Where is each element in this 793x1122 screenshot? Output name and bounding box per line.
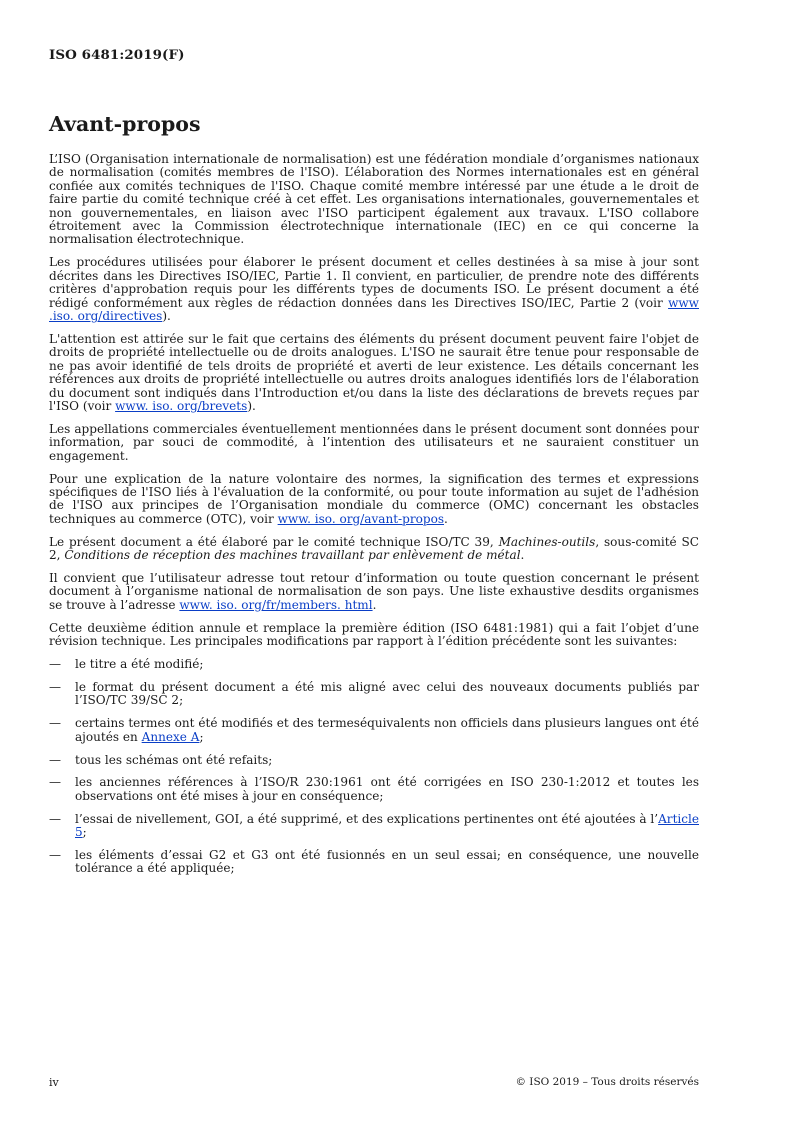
- list-item: — les anciennes références à l’ISO/R 230:1961 ont été corrigées en ISO 230-1:2012 et toutes les observations ont été mises à jour en conséquence;: [49, 775, 699, 803]
- link-annexe-a[interactable]: Annexe A: [141, 729, 200, 744]
- dash-bullet: —: [49, 811, 62, 826]
- changes-list: [49, 658, 699, 876]
- dash-bullet: —: [49, 848, 62, 863]
- link-brevets[interactable]: www. iso. org/brevets: [115, 398, 248, 413]
- page-title: Avant-propos: [49, 112, 201, 136]
- paragraph-committee: Le présent document a été élaboré par le comité technique ISO/TC 39, Machines-outils, sous-comité SC 2, Conditions de réception des machines travaillant par enlèvement de métal.: [49, 534, 699, 563]
- link-article-5[interactable]: Article 5: [75, 811, 699, 840]
- list-item: — le titre a été modifié;: [49, 657, 204, 671]
- list-item: — tous les schémas ont été refaits;: [49, 752, 273, 767]
- foreword-body: [49, 153, 699, 885]
- link-avant-propos[interactable]: www. iso. org/avant-propos: [277, 511, 445, 526]
- list-item: — l’essai de nivellement, GOI, a été supprimé, et des explications pertinentes ont été ajoutées à l’Article 5;: [49, 811, 699, 840]
- document-id-header: ISO 6481:2019(F): [49, 47, 185, 63]
- dash-bullet: —: [49, 752, 62, 767]
- link-directives[interactable]: www .iso. org/directives: [49, 295, 699, 323]
- copyright-notice: © ISO 2019 – Tous droits réservés: [515, 1076, 699, 1088]
- list-item: — le format du présent document a été mis aligné avec celui des nouveaux documents publiés par l’ISO/TC 39/SC 2;: [49, 679, 699, 708]
- dash-bullet: —: [49, 657, 62, 671]
- list-item: — les éléments d’essai G2 et G3 ont été fusionnés en un seul essai; en conséquence, une nouvelle tolérance a été appliquée;: [49, 848, 699, 876]
- paragraph-edition: Cette deuxième édition annule et remplace la première édition (ISO 6481:1981) qui a fait l’objet d’une révision technique. Les principales modifications par rapport à l’édition précédente sont les suivantes:: [49, 620, 699, 649]
- paragraph-patents: L'attention est attirée sur le fait que certains des éléments du présent document peuvent faire l'objet de droits de propriété intellectuelle ou de droits analogues. L'ISO ne saurait être tenue pour responsable de ne pas avoir identifié de tels droits de propriété et averti de leur existence. Les détails concernant les références aux droits de propriété intellectuelle ou autres droits analogues identifiés lors de l'élaboration du document sont indiqués dans l'Introduction et/ou dans la liste des déclarations de brevets reçues par l'ISO (voir www. iso. org/brevets).: [49, 331, 699, 413]
- paragraph-procedures: Les procédures utilisées pour élaborer le présent document et celles destinées à sa mise à jour sont décrites dans les Directives ISO/IEC, Partie 1. Il convient, en particulier, de prendre note des différents critères d'approbation requis pour les différents types de documents ISO. Le présent document a été rédigé conformément aux règles de rédaction données dans les Directives ISO/IEC, Partie 2 (voir www .iso. org/directives).: [49, 255, 699, 323]
- dash-bullet: —: [49, 679, 62, 694]
- paragraph-iso-intro: L’ISO (Organisation internationale de normalisation) est une fédération mondiale d’organismes nationaux de normalisation (comités membres de l'ISO). L’élaboration des Normes internationales est en général confiée aux comités techniques de l'ISO. Chaque comité membre intéressé par une étude a le droit de faire partie du comité technique créé à cet effet. Les organisations internationales, gouvernementales et non gouvernementales, en liaison avec l'ISO participent également aux travaux. L'ISO collabore étroitement avec la Commission électrotechnique internationale (IEC) en ce qui concerne la normalisation électrotechnique.: [49, 152, 699, 247]
- link-members[interactable]: www. iso. org/fr/members. html: [179, 597, 373, 612]
- paragraph-voluntary-nature: Pour une explication de la nature volontaire des normes, la signification des termes et expressions spécifiques de l'ISO liés à l'évaluation de la conformité, ou pour toute information au sujet de l'adhésion de l'ISO aux principes de l’Organisation mondiale du commerce (OMC) concernant les obstacles techniques au commerce (OTC), voir www. iso. org/avant-propos.: [49, 471, 699, 526]
- dash-bullet: —: [49, 716, 62, 731]
- paragraph-feedback: Il convient que l’utilisateur adresse tout retour d’information ou toute question concernant le présent document à l’organisme national de normalisation de son pays. Une liste exhaustive desdits organismes se trouve à l’adresse www. iso. org/fr/members. html.: [49, 570, 699, 612]
- page-number: iv: [49, 1076, 59, 1089]
- dash-bullet: —: [49, 775, 62, 790]
- list-item: — certains termes ont été modifiés et des termeséquivalents non officiels dans plusieurs langues ont été ajoutés en Annexe A;: [49, 716, 699, 744]
- paragraph-trade-names: Les appellations commerciales éventuellement mentionnées dans le présent document sont données pour information, par souci de commodité, à l’intention des utilisateurs et ne sauraient constituer un engagement.: [49, 421, 699, 463]
